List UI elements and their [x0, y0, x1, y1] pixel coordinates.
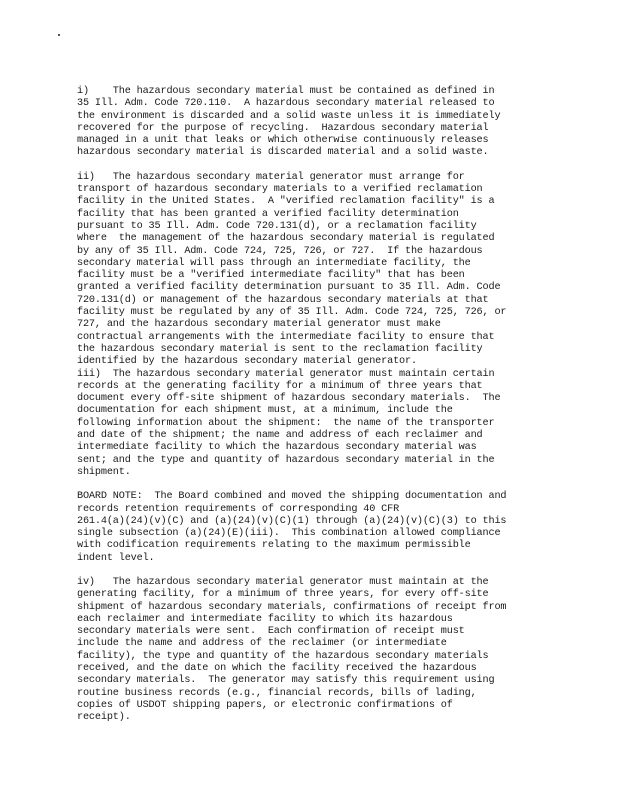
text-line: iv) The hazardous secondary material generator must maintain at the — [77, 576, 489, 588]
text-line: routine business records (e.g., financial records, bills of lading, — [77, 687, 477, 699]
text-line: BOARD NOTE: The Board combined and moved the shipping documentation and — [77, 491, 507, 503]
text-line: 720.131(d) or management of the hazardous secondary materials at that — [77, 294, 489, 306]
text-line: document every off-site shipment of hazardous secondary materials. The — [77, 393, 501, 405]
text-line: shipment. — [77, 466, 131, 478]
text-line: and date of the shipment; the name and address of each reclaimer and — [77, 430, 483, 442]
text-line: ii) The hazardous secondary material generator must arrange for — [77, 171, 465, 183]
text-line: i) The hazardous secondary material must be contained as defined in — [77, 86, 495, 97]
text-line: facility must be a "verified intermediate facility" that has been — [77, 270, 465, 282]
text-line: intermediate facility to which the hazardous secondary material was — [77, 442, 477, 454]
text-line: include the name and address of the reclaimer (or intermediate — [77, 638, 447, 650]
text-line: indent level. — [77, 552, 155, 564]
text-line: received, and the date on which the facility received the hazardous — [77, 663, 477, 675]
text-line: single subsection (a)(24)(E)(iii). This combination allowed compliance — [77, 528, 501, 540]
text-line: sent; and the type and quantity of hazardous secondary material in the — [77, 454, 495, 466]
text-line: transport of hazardous secondary materials to a verified reclamation — [77, 184, 483, 196]
text-line: facility must be regulated by any of 35 Ill. Adm. Code 724, 725, 726, or — [77, 307, 507, 319]
paragraph-i — [77, 86, 547, 160]
text-line: contractual arrangements with the intermediate facility to ensure that — [77, 331, 495, 343]
text-line: secondary material will pass through an intermediate facility, the — [77, 257, 471, 269]
paragraph-iv — [77, 577, 547, 725]
text-line: the environment is discarded and a solid waste unless it is immediately — [77, 110, 501, 122]
scan-speck — [58, 34, 60, 36]
text-line: receipt). — [77, 712, 131, 724]
text-line: the hazardous secondary material is sent to the reclamation facility — [77, 343, 483, 355]
text-line: facility that has been granted a verified facility determination — [77, 208, 459, 220]
text-line: hazardous secondary material is discarded material and a solid waste. — [77, 147, 489, 159]
text-line: granted a verified facility determination pursuant to 35 Ill. Adm. Code — [77, 282, 501, 294]
text-line: documentation for each shipment must, at a minimum, include the — [77, 405, 453, 417]
document-page — [77, 86, 547, 737]
text-line: generating facility, for a minimum of three years, for every off-site — [77, 589, 489, 601]
text-line: facility), the type and quantity of the hazardous secondary materials — [77, 650, 489, 662]
text-line: recovered for the purpose of recycling. Hazardous secondary material — [77, 122, 489, 134]
paragraph-ii — [77, 172, 547, 369]
text-line: records at the generating facility for a minimum of three years that — [77, 380, 483, 392]
text-line: shipment of hazardous secondary materials, confirmations of receipt from — [77, 601, 507, 613]
text-line: secondary materials. The generator may satisfy this requirement using — [77, 675, 495, 687]
text-line: 35 Ill. Adm. Code 720.110. A hazardous secondary material released to — [77, 98, 495, 110]
text-line: iii) The hazardous secondary material generator must maintain certain — [77, 368, 495, 380]
board-note — [77, 491, 547, 565]
text-line: where the management of the hazardous secondary material is regulated — [77, 233, 495, 245]
text-line: pursuant to 35 Ill. Adm. Code 720.131(d), or a reclamation facility — [77, 220, 477, 232]
text-line: by any of 35 Ill. Adm. Code 724, 725, 726, or 727. If the hazardous — [77, 245, 483, 257]
text-line: 727, and the hazardous secondary material generator must make — [77, 319, 441, 331]
text-line: 261.4(a)(24)(v)(C) and (a)(24)(v)(C)(1) through (a)(24)(v)(C)(3) to this — [77, 515, 507, 527]
text-line: following information about the shipment: the name of the transporter — [77, 417, 495, 429]
text-line: managed in a unit that leaks or which otherwise continuously releases — [77, 135, 489, 147]
text-line: identified by the hazardous secondary material generator. — [77, 356, 417, 368]
text-line: with codification requirements relating to the maximum permissible — [77, 540, 471, 552]
text-line: copies of USDOT shipping papers, or electronic confirmations of — [77, 699, 453, 711]
paragraph-iii — [77, 369, 547, 480]
text-line: records retention requirements of corresponding 40 CFR — [77, 503, 400, 515]
text-line: facility in the United States. A "verified reclamation facility" is a — [77, 196, 495, 208]
text-line: each reclaimer and intermediate facility to which its hazardous — [77, 613, 453, 625]
text-line: secondary materials were sent. Each confirmation of receipt must — [77, 626, 465, 638]
